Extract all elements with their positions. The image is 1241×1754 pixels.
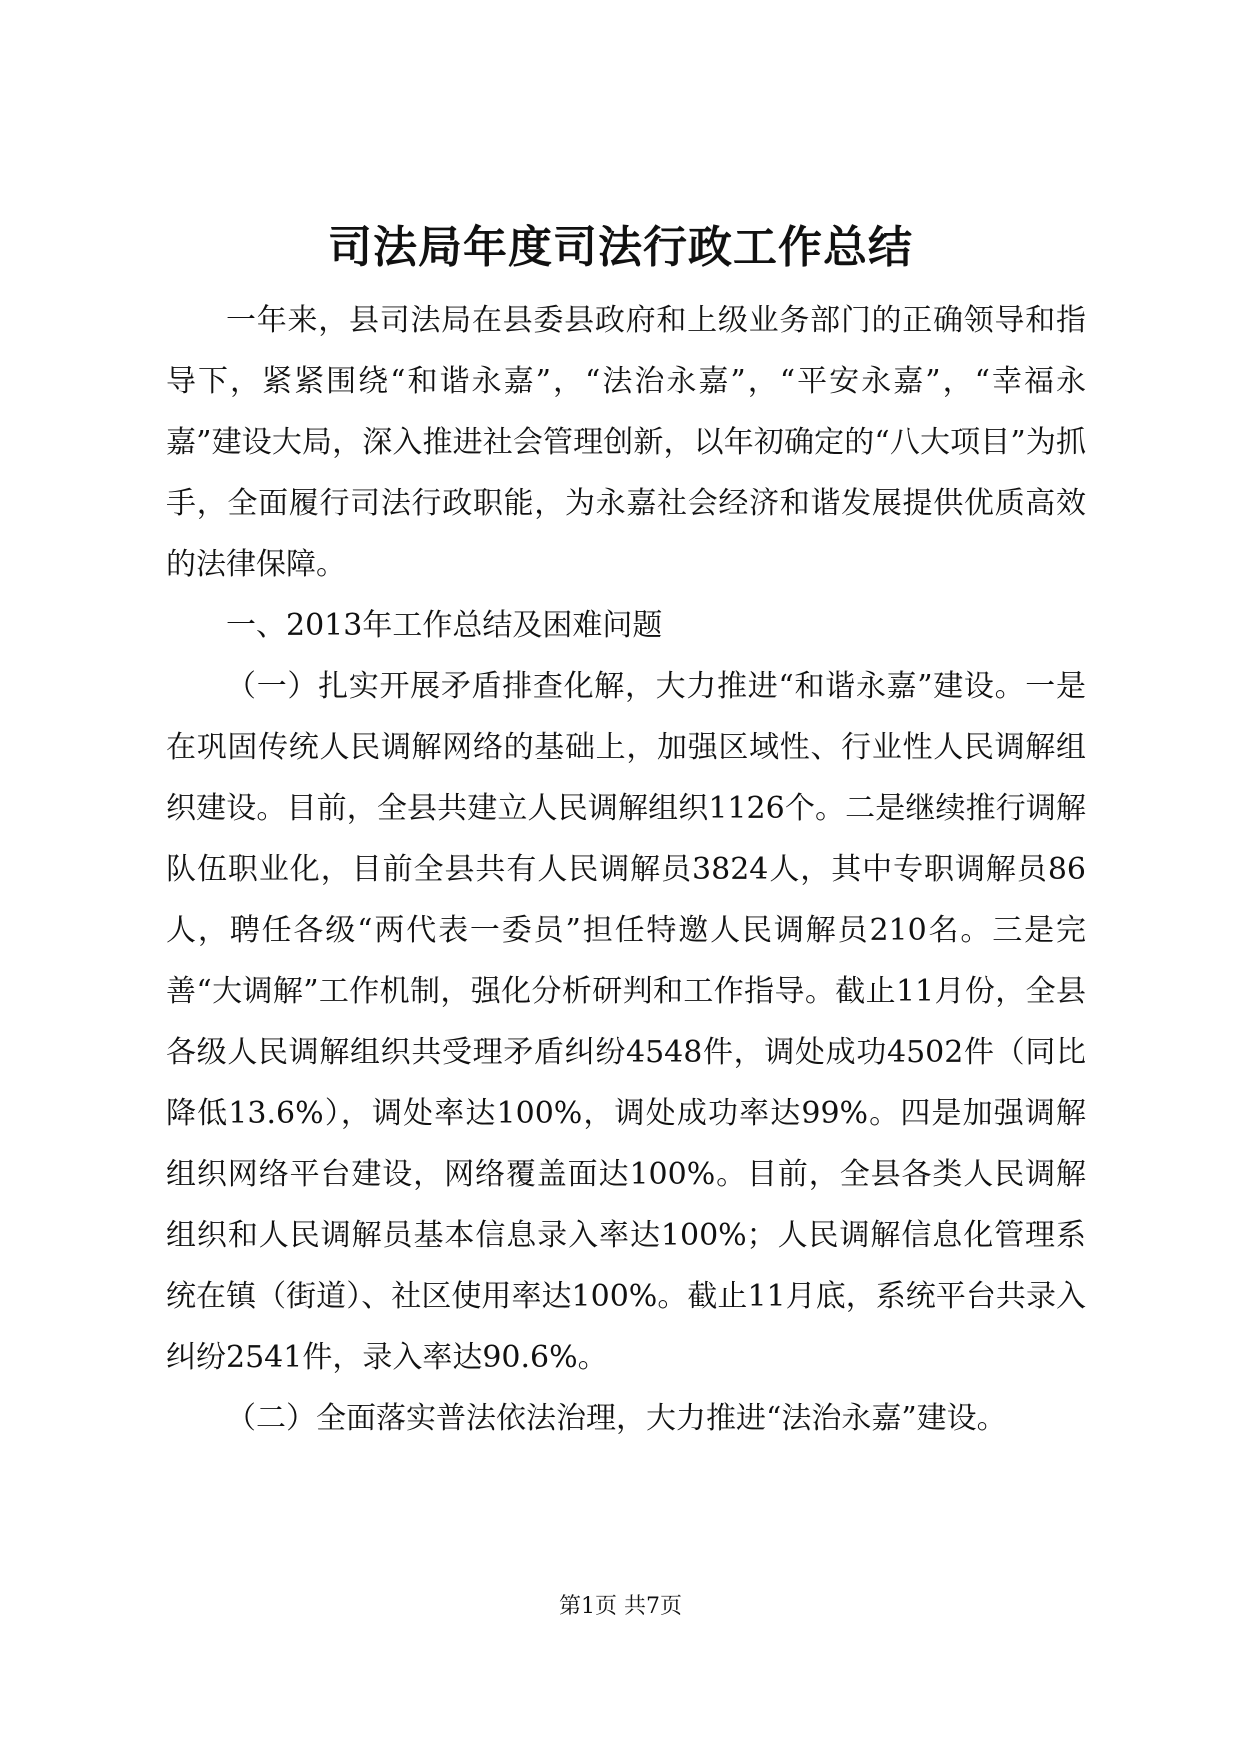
subsection-paragraph-1: （一）扎实开展矛盾排查化解，大力推进“和谐永嘉”建设。一是在巩固传统人民调解网络的基础上，加强区域性、行业性人民调解组织建设。目前，全县共建立人民调解组织1126个。二是继续推行调解队伍职业化，目前全县共有人民调解员3824人，其中专职调解员86人，聘任各级“两代表一委员”担任特邀人民调解员210名。三是完善“大调解”工作机制，强化分析研判和工作指导。截止11月份，全县各级人民调解组织共受理矛盾纠纷4548件，调处成功4502件（同比降低13.6%），调处率达100%，调处成功率达99%。四是加强调解组织网络平台建设，网络覆盖面达100%。目前，全县各类人民调解组织和人民调解员基本信息录入率达100%；人民调解信息化管理系统在镇（街道）、社区使用率达100%。截止11月底，系统平台共录入纠纷2541件，录入率达90.6%。 [166,669,1086,1375]
document-body [166,290,1086,1449]
intro-paragraph: 一年来，县司法局在县委县政府和上级业务部门的正确领导和指导下，紧紧围绕“和谐永嘉”，“法治永嘉”，“平安永嘉”，“幸福永嘉”建设大局，深入推进社会管理创新，以年初确定的“八大项目”为抓手，全面履行司法行政职能，为永嘉社会经济和谐发展提供优质高效的法律保障。 [166,303,1086,582]
page-number-footer: 第1页 共7页 [559,1594,682,1619]
subsection-paragraph-2: （二）全面落实普法依法治理，大力推进“法治永嘉”建设。 [226,1401,1007,1436]
section-heading: 一、2013年工作总结及困难问题 [226,608,663,643]
document-title: 司法局年度司法行政工作总结 [328,222,913,273]
